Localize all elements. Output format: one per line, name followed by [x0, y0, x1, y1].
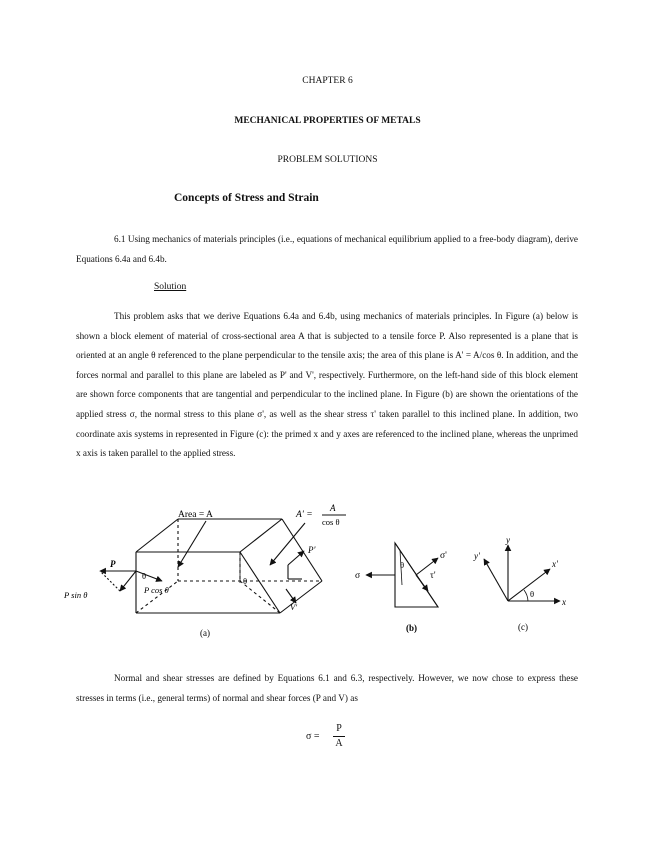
- problem-solutions-heading: PROBLEM SOLUTIONS: [277, 155, 378, 165]
- label-theta-c: θ: [530, 589, 535, 599]
- label-P: P: [110, 559, 116, 569]
- figure-a-right-forces: [286, 551, 304, 603]
- label-figure-c: (c): [518, 622, 528, 632]
- figure-c-axes: [484, 545, 560, 601]
- equation-lhs: σ =: [306, 731, 320, 742]
- label-V-prime: V': [290, 602, 298, 612]
- label-P-prime: P': [308, 545, 316, 555]
- label-theta-left: θ: [142, 571, 147, 581]
- equation-fraction-bar: [333, 736, 345, 737]
- label-figure-b: (b): [406, 623, 417, 633]
- section-title: Concepts of Stress and Strain: [174, 192, 319, 204]
- chapter-heading: CHAPTER 6: [302, 76, 353, 86]
- label-area-prime-num: A: [330, 503, 336, 513]
- label-theta-plane: θ: [243, 576, 248, 586]
- label-area-prime: A' =: [296, 510, 313, 520]
- solution-label: Solution: [154, 282, 187, 292]
- label-figure-a: (a): [200, 628, 210, 638]
- label-y-prime: y': [474, 551, 480, 561]
- equation-sigma: [306, 723, 366, 753]
- solution-paragraph-1: This problem asks that we derive Equations 6.4a and 6.4b, using mechanics of materials principles. In Figure (a) below is shown a block element of material of cross-sectional area A that is subjected to a tensile force P. Also represented is a plane that is oriented at an angle θ referenced to the plane perpendicular to the tensile axis; the area of this plane is A' = A/cos θ. In addition, and the forces normal and parallel to this plane are labeled as P' and V', respectively. Furthermore, on the left-hand side of this block element are shown force components that are tangential and perpendicular to the inclined plane. In Figure (b) are shown the orientations of the applied stress σ, the normal stress to this plane σ', as well as the shear stress τ' taken parallel to this inclined plane. In addition, two coordinate axis systems in represented in Figure (c): the primed x and y axes are referenced to the inclined plane, whereas the unprimed x axis is taken parallel to the applied stress.: [76, 311, 578, 459]
- label-y: y: [506, 535, 510, 545]
- figure-a-block: [136, 519, 322, 613]
- equation-denominator: A: [335, 738, 343, 749]
- label-area-prime-den: cos θ: [322, 517, 340, 527]
- label-P-cos: P cos θ: [144, 585, 169, 595]
- label-x: x: [562, 597, 566, 607]
- equation-numerator: P: [336, 723, 342, 734]
- label-x-prime: x': [552, 559, 558, 569]
- problem-statement: 6.1 Using mechanics of materials principles (i.e., equations of mechanical equilibrium applied to a free-body diagram), derive Equations 6.4a and 6.4b.: [76, 234, 578, 264]
- label-theta-b: θ: [400, 560, 405, 570]
- stress-figure: [60, 495, 580, 645]
- solution-paragraph-2: Normal and shear stresses are defined by Equations 6.1 and 6.3, respectively. However, we now chose to express these stresses in terms (i.e., general terms) of normal and shear forces (P and V) as: [76, 673, 578, 703]
- label-sigma: σ: [355, 571, 361, 581]
- label-area: Area = A: [178, 510, 213, 520]
- label-tau-prime: τ': [430, 571, 436, 581]
- chapter-title: MECHANICAL PROPERTIES OF METALS: [234, 116, 421, 126]
- label-sigma-prime: σ': [440, 551, 447, 561]
- label-P-sin: P sin θ: [64, 590, 88, 600]
